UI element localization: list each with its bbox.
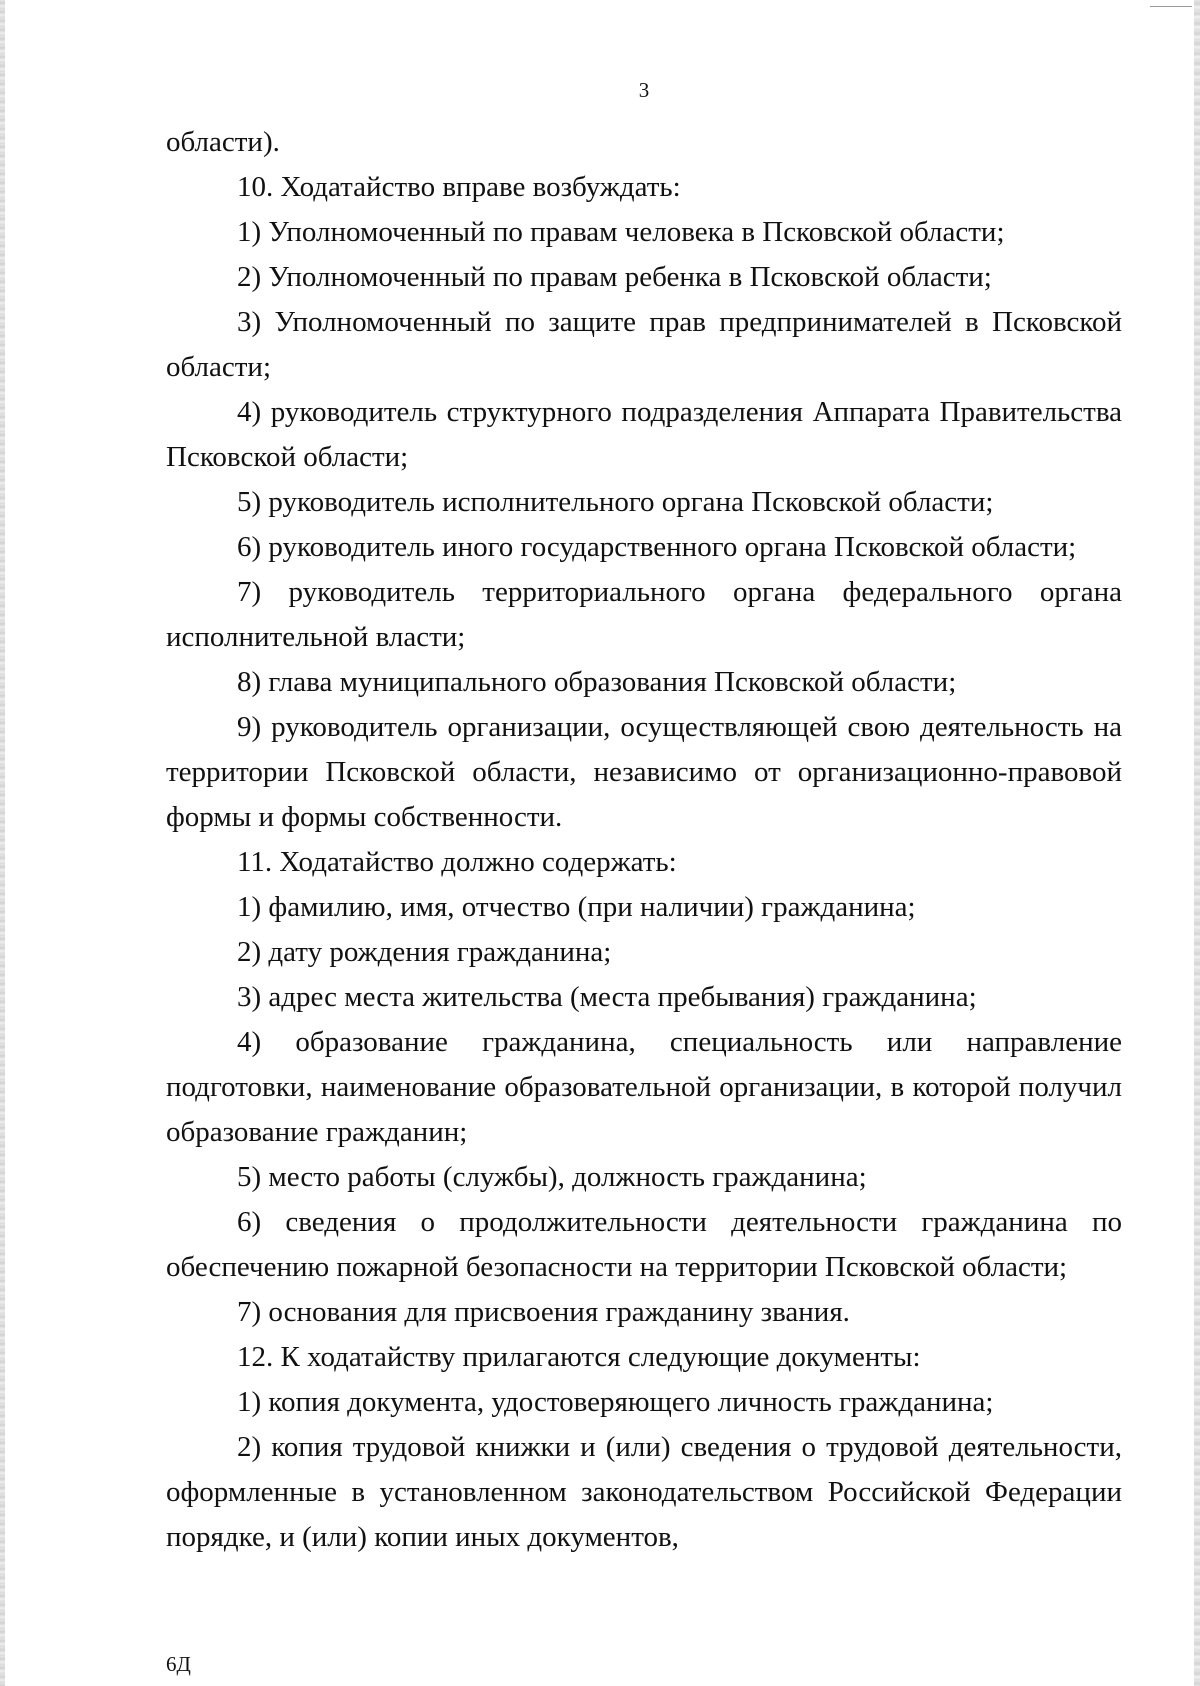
paragraph: 6) руководитель иного государственного органа Псковской области; [237,531,1077,563]
document-body [166,120,1122,1560]
paragraph: 8) глава муниципального образования Псковской области; [237,666,957,698]
paragraph: 10. Ходатайство вправе возбуждать: [237,171,681,203]
scan-edge-right [1194,0,1200,1686]
paragraph: 1) Уполномоченный по правам человека в Псковской области; [237,216,1005,248]
paragraph: 11. Ходатайство должно содержать: [237,846,677,878]
paragraph: 2) дату рождения гражданина; [237,936,612,968]
paragraph: 5) место работы (службы), должность гражданина; [237,1161,867,1193]
footer-code: 6Д [166,1652,191,1676]
paragraph: 4) образование гражданина, специальность или направление подготовки, наименование образовательной организации, в которой получил образование гражданин; [166,1026,1122,1148]
paragraph: 7) руководитель территориального органа федерального органа исполнительной власти; [166,576,1122,653]
scan-edge-left [0,0,5,1686]
paragraph: 6) сведения о продолжительности деятельности гражданина по обеспечению пожарной безопасности на территории Псковской области; [166,1206,1122,1283]
paragraph: 1) копия документа, удостоверяющего личность гражданина; [237,1386,994,1418]
paragraph: 4) руководитель структурного подразделения Аппарата Правительства Псковской области; [166,396,1122,473]
paragraph: 1) фамилию, имя, отчество (при наличии) гражданина; [237,891,916,923]
paragraph: области). [166,126,280,158]
paragraph: 7) основания для присвоения гражданину звания. [237,1296,850,1328]
paragraph: 9) руководитель организации, осуществляющей свою деятельность на территории Псковской области, независимо от организационно-правовой формы и формы собственности. [166,711,1122,833]
paragraph: 2) Уполномоченный по правам ребенка в Псковской области; [237,261,992,293]
paragraph: 2) копия трудовой книжки и (или) сведения о трудовой деятельности, оформленные в установленном законодательством Российской Федерации порядке, и (или) копии иных документов, [166,1431,1122,1553]
page-number: 3 [638,78,650,102]
paragraph: 3) адрес места жительства (места пребывания) гражданина; [237,981,977,1013]
paragraph: 3) Уполномоченный по защите прав предпринимателей в Псковской области; [166,306,1122,383]
paragraph: 5) руководитель исполнительного органа Псковской области; [237,486,994,518]
paragraph: 12. К ходатайству прилагаются следующие документы: [237,1341,921,1373]
scan-mark [1150,0,1192,7]
